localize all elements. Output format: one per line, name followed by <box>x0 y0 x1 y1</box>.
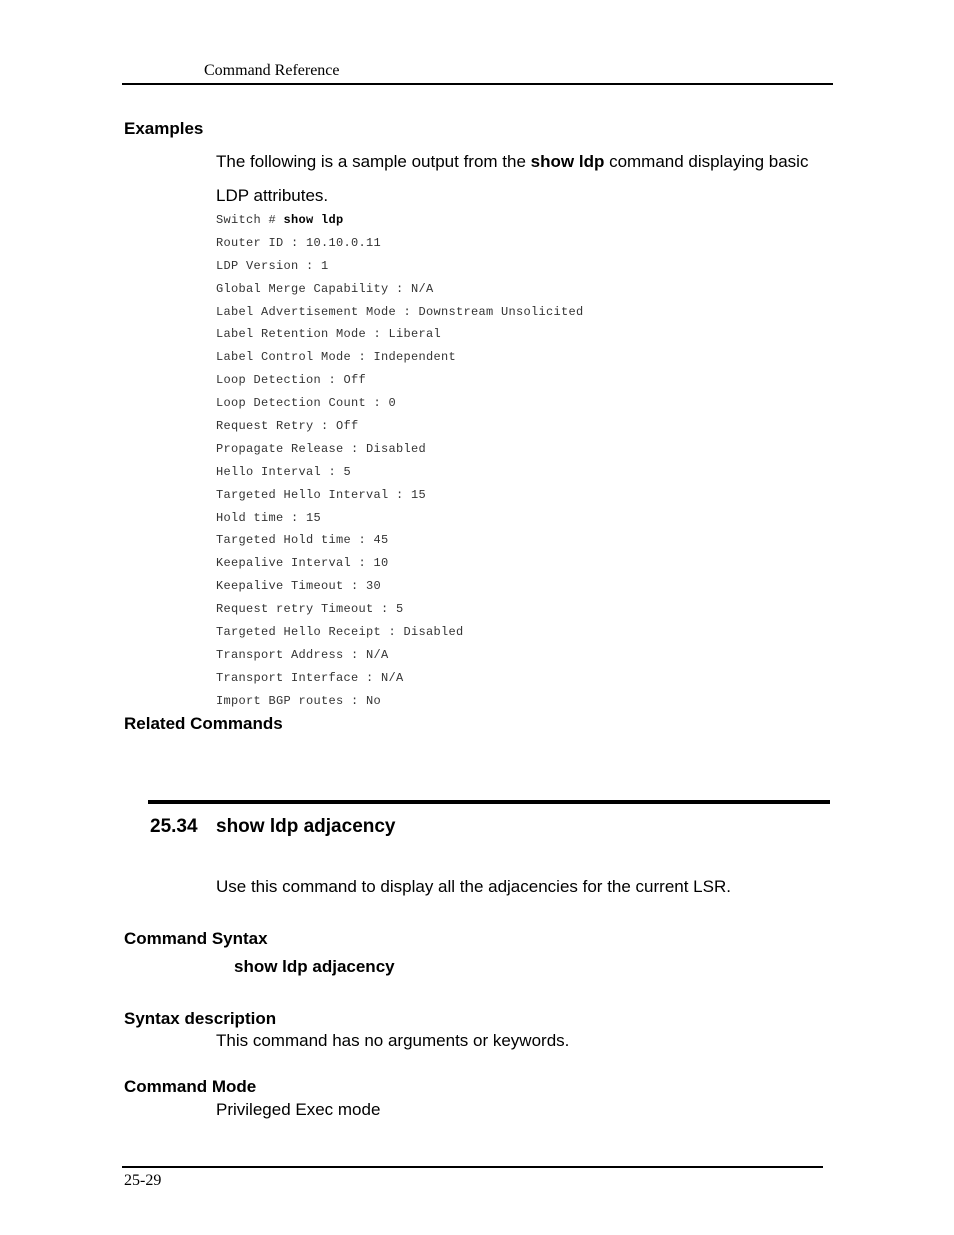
code-output-line: Targeted Hold time : 45 <box>216 533 389 548</box>
command-syntax-heading: Command Syntax <box>124 929 268 948</box>
code-sample <box>216 209 584 713</box>
related-commands-heading: Related Commands <box>124 714 283 733</box>
code-output-line: Keepalive Timeout : 30 <box>216 579 382 594</box>
section-rule <box>148 800 830 804</box>
code-prompt: Switch # <box>216 213 284 227</box>
footer-rule <box>122 1166 823 1168</box>
section-number: 25.34 <box>150 816 198 837</box>
code-output-line: Loop Detection Count : 0 <box>216 396 397 411</box>
intro-command: show ldp <box>530 152 605 171</box>
code-output-line: Label Retention Mode : Liberal <box>216 327 442 342</box>
code-output-line: Transport Interface : N/A <box>216 670 404 685</box>
code-output-line: Global Merge Capability : N/A <box>216 281 434 296</box>
code-output-line: Keepalive Interval : 10 <box>216 556 389 571</box>
section-description: Use this command to display all the adjacencies for the current LSR. <box>216 877 731 896</box>
intro-prefix: The following is a sample output from the <box>216 152 531 171</box>
command-mode-heading: Command Mode <box>124 1077 257 1096</box>
command-syntax: show ldp adjacency <box>234 957 395 976</box>
running-header: Command Reference <box>204 62 340 79</box>
code-command: show ldp <box>283 213 344 227</box>
code-output <box>216 232 584 713</box>
syntax-description-heading: Syntax description <box>124 1009 277 1028</box>
code-output-line: Loop Detection : Off <box>216 373 367 388</box>
examples-intro <box>216 145 836 213</box>
section-title: show ldp adjacency <box>216 816 396 837</box>
code-output-line: Propagate Release : Disabled <box>216 441 427 456</box>
code-output-line: Label Control Mode : Independent <box>216 350 457 365</box>
page-number: 25-29 <box>124 1172 162 1189</box>
code-output-line: Hello Interval : 5 <box>216 464 352 479</box>
command-mode-text: Privileged Exec mode <box>216 1100 381 1119</box>
code-output-line: Label Advertisement Mode : Downstream Unsolicited <box>216 304 584 319</box>
code-output-line: Targeted Hello Interval : 15 <box>216 487 427 502</box>
code-output-line: Targeted Hello Receipt : Disabled <box>216 625 464 640</box>
code-output-line: Import BGP routes : No <box>216 693 382 708</box>
code-output-line: Hold time : 15 <box>216 510 322 525</box>
code-output-line: Request Retry : Off <box>216 419 359 434</box>
syntax-description-text: This command has no arguments or keywords. <box>216 1031 570 1050</box>
code-output-line: Transport Address : N/A <box>216 647 389 662</box>
examples-heading: Examples <box>124 119 204 138</box>
code-prompt-line <box>216 209 584 232</box>
intro-suffix: command displaying basic LDP attributes. <box>216 152 809 205</box>
code-output-line: Router ID : 10.10.0.11 <box>216 235 382 250</box>
code-output-line: Request retry Timeout : 5 <box>216 602 404 617</box>
code-output-line: LDP Version : 1 <box>216 258 329 273</box>
header-rule <box>122 83 833 85</box>
